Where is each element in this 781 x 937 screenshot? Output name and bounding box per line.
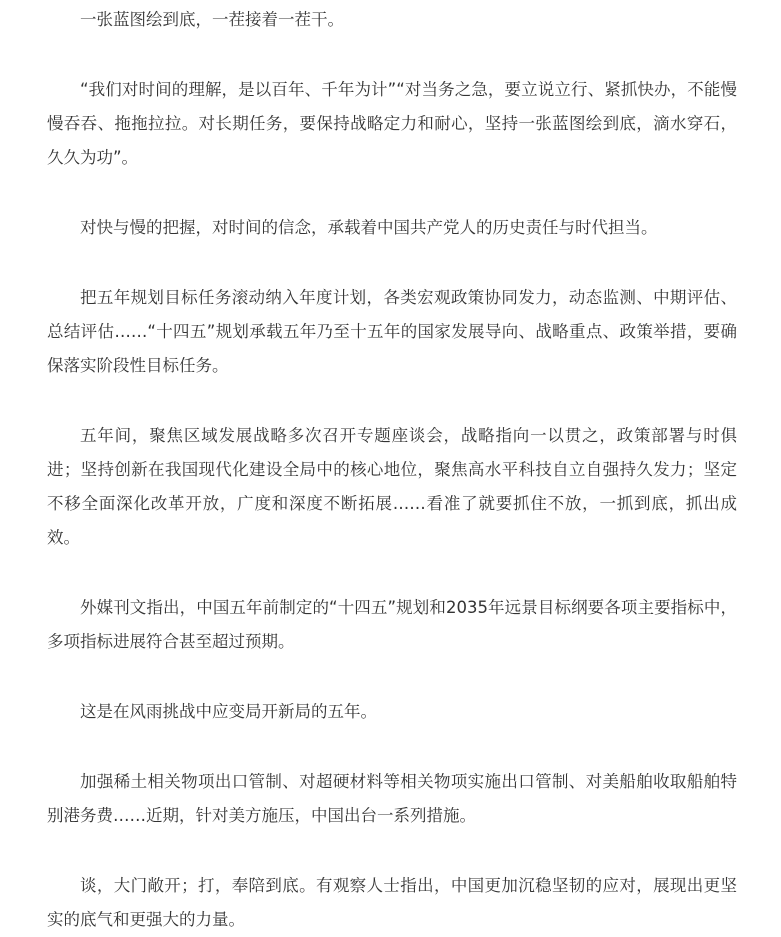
- paragraph-3: 对快与慢的把握，对时间的信念，承载着中国共产党人的历史责任与时代担当。: [80, 218, 658, 237]
- article-body: [47, 0, 737, 937]
- paragraph-6: 外媒刊文指出，中国五年前制定的“十四五”规划和2035年远景目标纲要各项主要指标中，多项指标进展符合甚至超过预期。: [47, 598, 737, 651]
- paragraph-4: 把五年规划目标任务滚动纳入年度计划，各类宏观政策协同发力，动态监测、中期评估、总结评估……“十四五”规划承载五年乃至十五年的国家发展导向、战略重点、政策举措，要确保落实阶段性目标任务。: [47, 288, 737, 375]
- paragraph-7: 这是在风雨挑战中应变局开新局的五年。: [80, 702, 377, 721]
- paragraph-5: 五年间，聚焦区域发展战略多次召开专题座谈会，战略指向一以贯之，政策部署与时俱进；坚持创新在我国现代化建设全局中的核心地位，聚焦高水平科技自立自强持久发力；坚定不移全面深化改革开放，广度和深度不断拓展……看准了就要抓住不放，一抓到底，抓出成效。: [47, 426, 737, 547]
- paragraph-1: 一张蓝图绘到底，一茬接着一茬干。: [80, 10, 344, 29]
- paragraph-9: 谈，大门敞开；打，奉陪到底。有观察人士指出，中国更加沉稳坚韧的应对，展现出更坚实的底气和更强大的力量。: [47, 876, 737, 929]
- paragraph-2: “我们对时间的理解，是以百年、千年为计”“对当务之急，要立说立行、紧抓快办，不能慢慢吞吞、拖拖拉拉。对长期任务，要保持战略定力和耐心，坚持一张蓝图绘到底，滴水穿石，久久为功”。: [47, 80, 737, 167]
- paragraph-8: 加强稀土相关物项出口管制、对超硬材料等相关物项实施出口管制、对美船舶收取船舶特别港务费……近期，针对美方施压，中国出台一系列措施。: [47, 772, 737, 825]
